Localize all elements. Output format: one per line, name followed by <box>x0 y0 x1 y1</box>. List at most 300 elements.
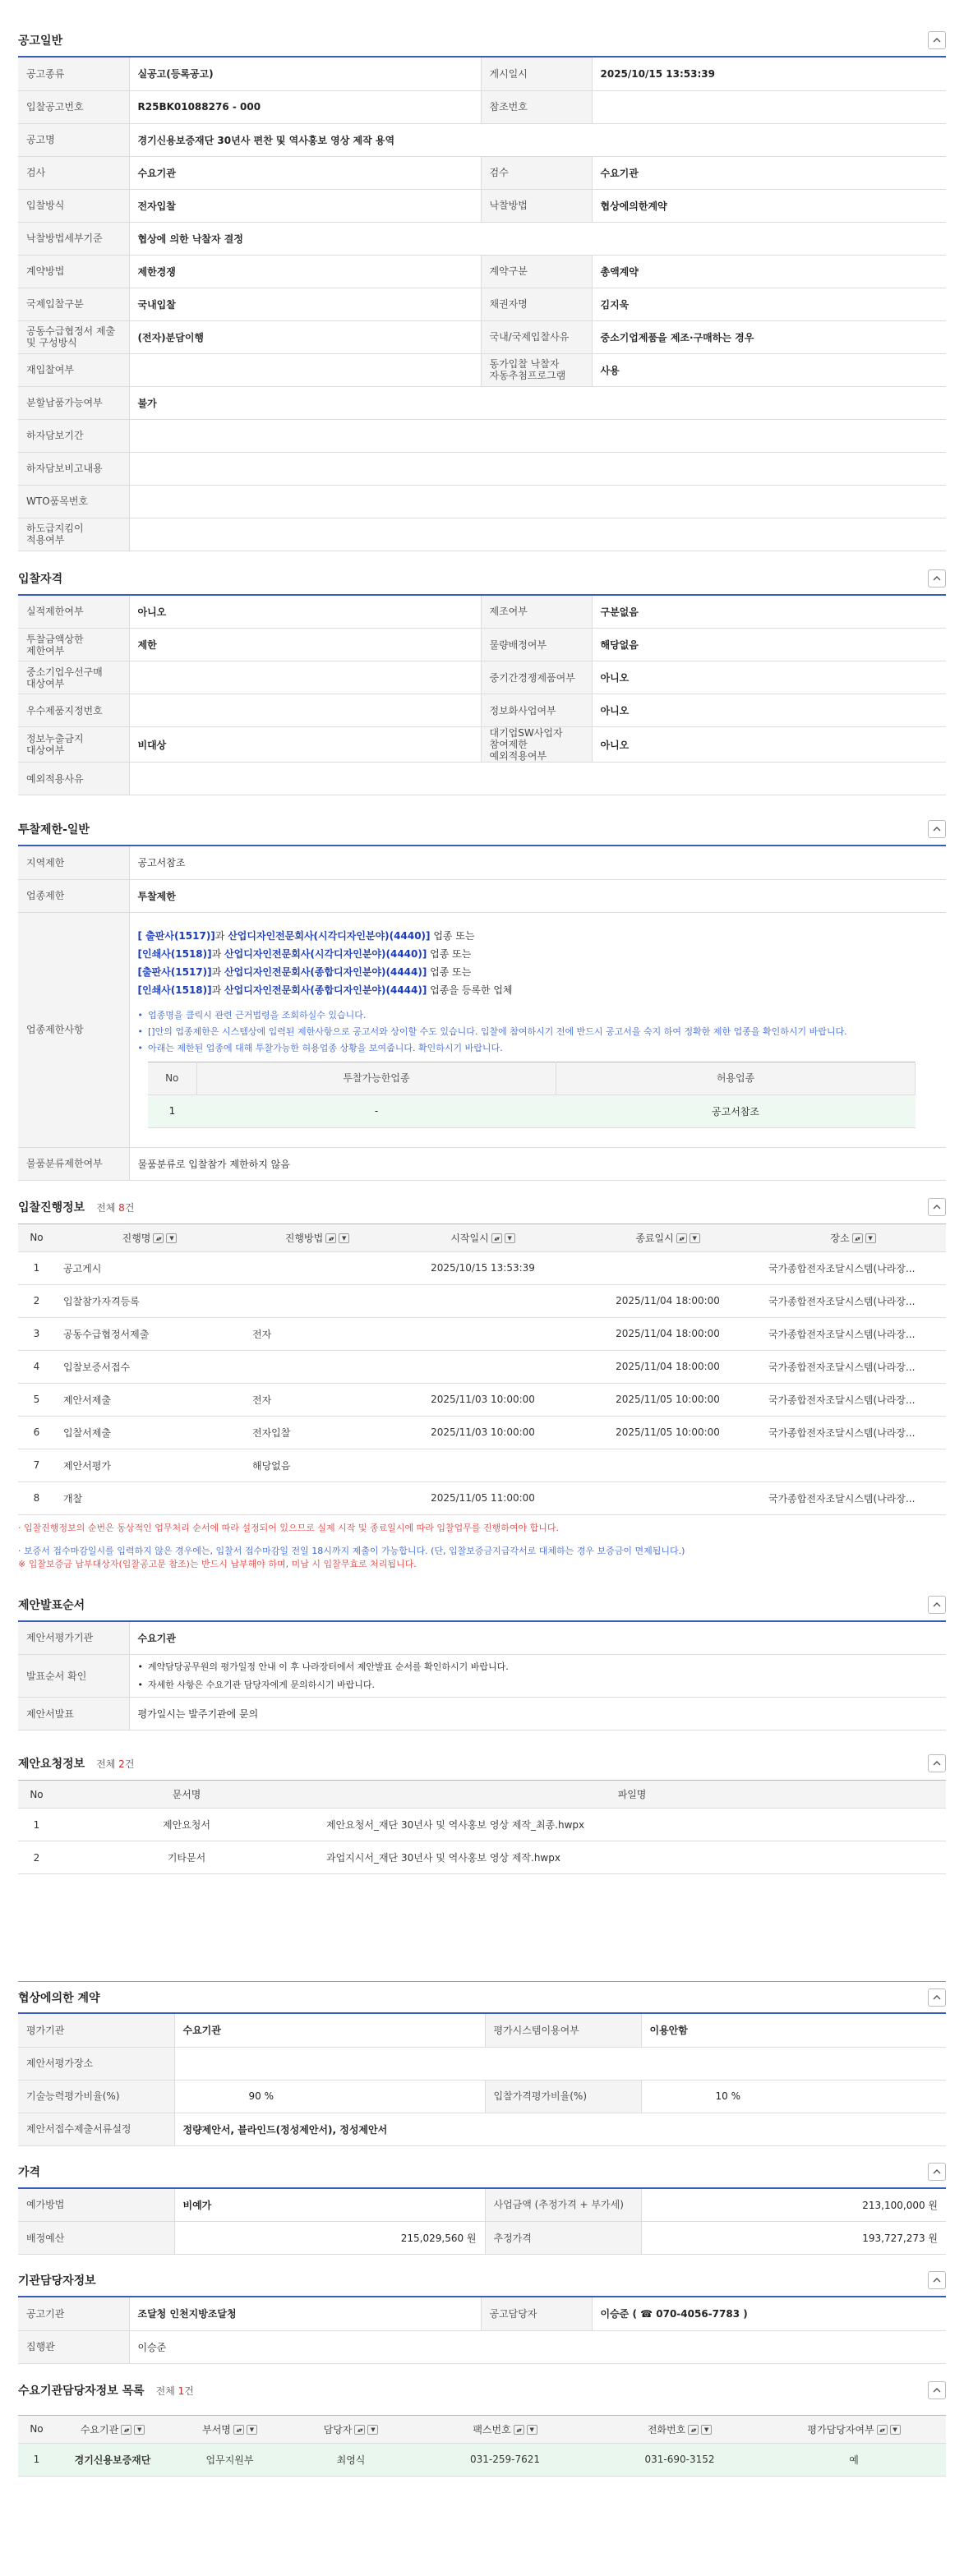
field-value <box>174 2047 946 2080</box>
row-no: 6 <box>18 1416 55 1449</box>
column-header[interactable] <box>55 2415 170 2443</box>
field-label: 국내/국제입찰사유 <box>481 320 592 353</box>
step-name: 공동수급협정서제출 <box>55 1317 244 1350</box>
sort-icon[interactable] <box>514 2425 524 2435</box>
field-label: 채권자명 <box>481 288 592 320</box>
end-time: 2025/11/04 18:00:00 <box>575 1317 760 1350</box>
row-no: 3 <box>18 1317 55 1350</box>
field-value: 아니오 <box>129 596 481 629</box>
table-row <box>18 694 946 727</box>
chevron-up-icon <box>933 2168 941 2176</box>
evaluator-flag: 예 <box>762 2443 946 2476</box>
column-header-label: 시작일시 <box>450 1232 489 1244</box>
step-name: 제안서제출 <box>55 1383 244 1416</box>
agency-name: 경기신용보증재단 <box>55 2443 170 2476</box>
negotiation-contract-section <box>18 1981 946 2146</box>
step-name: 입찰참가자격등록 <box>55 1284 244 1317</box>
end-time: 2025/11/04 18:00:00 <box>575 1284 760 1317</box>
field-value: 구분없음 <box>592 596 946 629</box>
doc-name: 기타문서 <box>55 1841 318 1874</box>
start-time: 2025/11/05 11:00:00 <box>390 1482 575 1514</box>
field-label: 예가방법 <box>18 2189 174 2222</box>
bid-restriction-section <box>18 813 946 1181</box>
field-value: 정량제안서, 블라인드(정성제안서), 정성제안서 <box>174 2113 946 2145</box>
field-label: 정보화사업여부 <box>481 694 592 727</box>
field-label: 입찰방식 <box>18 189 129 222</box>
end-time: 2025/11/05 10:00:00 <box>575 1416 760 1449</box>
industry-restriction-cell <box>129 912 946 1147</box>
column-header[interactable] <box>170 2415 289 2443</box>
step-method <box>244 1251 390 1284</box>
bid-qualification-table <box>18 596 946 796</box>
field-value: 193,727,273 원 <box>641 2222 946 2255</box>
location: 국가종합전자조달시스템(나라장... <box>760 1482 946 1514</box>
field-label: 사업금액 (추정가격 + 부가세) <box>485 2189 641 2222</box>
suffix-text: 업종을 등록한 업체 <box>427 984 513 996</box>
field-label: 제조여부 <box>481 596 592 629</box>
table-row <box>18 1809 946 1841</box>
count-prefix: 전체 <box>96 1758 116 1770</box>
industry-link[interactable]: [인쇄사(1518)] <box>137 984 212 996</box>
proposal-request-section <box>18 1747 946 1874</box>
chevron-up-icon <box>933 2386 941 2394</box>
row-no: 4 <box>18 1350 55 1383</box>
column-header[interactable] <box>55 1223 244 1251</box>
table-row <box>18 1449 946 1482</box>
end-time <box>575 1251 760 1284</box>
industry-link[interactable]: 산업디자인전문회사(시각디자인분야)(4440)] <box>224 947 427 960</box>
chevron-up-icon <box>933 825 941 833</box>
industry-link[interactable]: 산업디자인전문회사(종합디자인분야)(4444)] <box>224 965 427 978</box>
field-value: 수요기관 <box>174 2014 485 2047</box>
row-no: 1 <box>18 2443 55 2476</box>
end-time <box>575 1449 760 1482</box>
column-header[interactable] <box>760 1223 946 1251</box>
field-label: 물량배정여부 <box>481 629 592 661</box>
column-header-label: 수요기관 <box>80 2423 119 2435</box>
field-value: 협상에의한계약 <box>592 189 946 222</box>
sort-icon[interactable] <box>688 2425 699 2435</box>
column-header-label: 평가담당자여부 <box>807 2423 874 2435</box>
fax-number: 031-259-7621 <box>413 2443 597 2476</box>
table-row <box>18 1841 946 1874</box>
filter-dropdown-icon[interactable] <box>865 1233 876 1243</box>
field-label: 하자담보비고내용 <box>18 452 129 485</box>
file-link[interactable]: 과업지시서_재단 30년사 및 역사홍보 영상 제작.hwpx <box>318 1841 946 1874</box>
section-title: 입찰자격 <box>18 572 63 586</box>
row-no: 8 <box>18 1482 55 1514</box>
sort-icon[interactable] <box>491 1233 502 1243</box>
count-prefix: 전체 <box>96 1201 116 1214</box>
connector-text: 과 <box>211 947 225 960</box>
order-check-label: 발표순서 확인 <box>18 1655 129 1698</box>
field-value <box>129 485 946 518</box>
sort-icon[interactable] <box>153 1233 164 1243</box>
field-value: 아니오 <box>592 694 946 727</box>
presentation-label: 제안서발표 <box>18 1698 129 1730</box>
row-no: 5 <box>18 1383 55 1416</box>
bid-progress-table <box>18 1223 946 1515</box>
count-number: 1 <box>178 2385 185 2397</box>
column-header[interactable] <box>18 2415 55 2443</box>
section-title: 공고일반 <box>18 35 63 48</box>
field-value: 213,100,000 원 <box>641 2189 946 2222</box>
location: 국가종합전자조달시스템(나라장... <box>760 1317 946 1350</box>
row-no: 2 <box>18 1284 55 1317</box>
chevron-up-icon <box>933 574 941 583</box>
sort-icon[interactable] <box>233 2425 244 2435</box>
field-value: 제한경쟁 <box>129 255 481 288</box>
chevron-up-icon <box>933 36 941 44</box>
header-row <box>18 1223 946 1251</box>
field-value <box>592 90 946 123</box>
progress-note-guarantee: · 보증서 접수마감일시를 입력하지 않은 경우에는, 입찰서 접수마감일 전일 18시까지 제출이 가능합니다. (단, 입찰보증금지급각서로 대체하는 경우 보증금이 면제됩니다.) <box>18 1545 685 1556</box>
column-header[interactable] <box>390 1223 575 1251</box>
end-time: 2025/11/05 10:00:00 <box>575 1383 760 1416</box>
field-value: 이용안함 <box>641 2014 946 2047</box>
proposal-request-table <box>18 1780 946 1874</box>
column-header-label: 진행명 <box>122 1232 151 1244</box>
field-label: 배정예산 <box>18 2222 174 2255</box>
inner-header: 허용업종 <box>556 1062 916 1094</box>
start-time <box>390 1284 575 1317</box>
table-row <box>18 1416 946 1449</box>
industry-link[interactable]: 산업디자인전문회사(종합디자인분야)(4444)] <box>224 984 427 996</box>
field-label: 공동수급협정서 제출 및 구성방식 <box>18 320 129 353</box>
presentation-value: 평가일시는 발주기관에 문의 <box>129 1698 946 1730</box>
field-label: 공고기관 <box>18 2297 129 2330</box>
filter-dropdown-icon[interactable] <box>890 2425 901 2435</box>
inner-cell: 공고서참조 <box>556 1094 916 1127</box>
field-label: 공고명 <box>18 123 129 156</box>
table-row <box>18 1251 946 1284</box>
field-value: 비예가 <box>174 2189 485 2222</box>
column-header[interactable] <box>413 2415 597 2443</box>
count-suffix: 건 <box>124 1758 135 1770</box>
industry-value: 투찰제한 <box>129 879 946 912</box>
price-section <box>18 2156 946 2256</box>
start-time: 2025/11/03 10:00:00 <box>390 1416 575 1449</box>
section-title: 투찰제한-일반 <box>18 823 90 836</box>
end-time: 2025/11/04 18:00:00 <box>575 1350 760 1383</box>
proposal-presentation-table <box>18 1622 946 1731</box>
table-row <box>18 1284 946 1317</box>
start-time: 2025/10/15 13:53:39 <box>390 1251 575 1284</box>
industry-restriction-notes <box>138 1007 939 1057</box>
collapse-toggle-button[interactable] <box>928 2381 946 2399</box>
sort-icon[interactable] <box>325 1233 336 1243</box>
doc-name: 제안요청서 <box>55 1809 318 1841</box>
column-header-label: 담당자 <box>323 2423 353 2435</box>
field-value: 90 % <box>174 2080 485 2113</box>
table-row <box>18 452 946 485</box>
table-row <box>18 320 946 353</box>
total-count <box>156 2384 194 2398</box>
industry-line <box>138 981 939 999</box>
column-header: 문서명 <box>55 1781 318 1809</box>
column-header[interactable] <box>597 2415 762 2443</box>
goods-value: 물품분류로 입찰참가 제한하지 않음 <box>129 1147 946 1180</box>
bid-notice-detail-page <box>0 25 964 2576</box>
column-header-label: No <box>30 2423 44 2435</box>
count-suffix: 건 <box>124 1201 135 1214</box>
section-title-text: 입찰진행정보 <box>18 1200 85 1214</box>
eval-agency-label: 제안서평가기관 <box>18 1622 129 1655</box>
field-label: 계약구분 <box>481 255 592 288</box>
end-time <box>575 1482 760 1514</box>
table-row <box>18 288 946 320</box>
row-no: 2 <box>18 1841 55 1874</box>
field-value: 비대상 <box>129 727 481 763</box>
column-header[interactable] <box>289 2415 413 2443</box>
field-value: 수요기관 <box>592 156 946 189</box>
section-title: 제안발표순서 <box>18 1598 85 1612</box>
field-value: 제한 <box>129 629 481 661</box>
notice-general-table <box>18 58 946 551</box>
field-label: 평가시스템이용여부 <box>485 2014 641 2047</box>
step-method: 해당없음 <box>244 1449 390 1482</box>
field-label: 공고담당자 <box>481 2297 592 2330</box>
table-row <box>18 727 946 763</box>
agency-contact-section <box>18 2265 946 2364</box>
progress-note-order: · 입찰진행정보의 순번은 동상적인 업무처리 순서에 따라 설정되어 있으므로 실제 시작 및 종료일시에 따라 입찰업무를 진행하여야 합니다. <box>18 1522 559 1533</box>
field-label: 중기간경쟁제품여부 <box>481 661 592 694</box>
table-row <box>18 596 946 629</box>
field-label: 대기업SW사업자 참여제한 예외적용여부 <box>481 727 592 763</box>
sort-icon[interactable] <box>121 2425 131 2435</box>
note-item: • 아래는 제한된 업종에 대해 투찰가능한 허용업종 상황을 보여줍니다. 확인하시기 바랍니다. <box>138 1040 939 1057</box>
chevron-up-icon <box>933 1601 941 1609</box>
field-label: 하도급지킴이 적용여부 <box>18 518 129 551</box>
section-title: 기관담당자정보 <box>18 2274 96 2288</box>
column-header[interactable] <box>244 1223 390 1251</box>
sort-icon[interactable] <box>877 2425 888 2435</box>
industry-restriction-label: 업종제한사항 <box>18 912 129 1147</box>
collapse-toggle-button[interactable] <box>928 2271 946 2289</box>
step-method <box>244 1350 390 1383</box>
column-header-label: 부서명 <box>202 2423 231 2435</box>
eval-agency-value: 수요기관 <box>129 1622 946 1655</box>
connector-text: 과 <box>214 929 228 942</box>
field-label: 우수제품지정번호 <box>18 694 129 727</box>
step-name: 제안서평가 <box>55 1449 244 1482</box>
collapse-toggle-button[interactable] <box>928 1988 946 2007</box>
field-label: 입찰공고번호 <box>18 90 129 123</box>
industry-link[interactable]: 산업디자인전문회사(시각디자인분야)(4440)] <box>228 929 431 942</box>
column-header[interactable] <box>18 1223 55 1251</box>
chevron-up-icon <box>933 1993 941 2002</box>
filter-dropdown-icon[interactable] <box>527 2425 537 2435</box>
table-row <box>18 518 946 551</box>
column-header-label: No <box>30 1232 44 1243</box>
field-label: 제안서평가장소 <box>18 2047 174 2080</box>
step-method <box>244 1482 390 1514</box>
column-header: No <box>18 1781 55 1809</box>
table-row <box>18 156 946 189</box>
column-header-label: 장소 <box>830 1232 850 1244</box>
collapse-toggle-button[interactable] <box>928 1596 946 1614</box>
row-no: 1 <box>18 1251 55 1284</box>
file-link[interactable]: 제안요청서_재단 30년사 및 역사홍보 영상 제작_최종.hwpx <box>318 1809 946 1841</box>
note-item: • []안의 업종제한은 시스템상에 입력된 제한사항으로 공고서와 상이할 수도 있습니다. 입찰에 참여하시기 전에 반드시 공고서을 숙지 하여 정확한 제한 업종을 확인하시기 바랍니다. <box>138 1024 939 1040</box>
inner-cell: - <box>197 1094 556 1127</box>
industry-line <box>138 963 939 981</box>
table-row <box>18 353 946 386</box>
start-time <box>390 1317 575 1350</box>
table-row <box>18 1317 946 1350</box>
filter-dropdown-icon[interactable] <box>339 1233 349 1243</box>
industry-link[interactable]: [인쇄사(1518)] <box>137 947 212 960</box>
count-prefix: 전체 <box>155 2385 175 2397</box>
section-title: 가격 <box>18 2165 41 2179</box>
table-row <box>18 1350 946 1383</box>
field-value <box>129 419 946 452</box>
field-value <box>129 353 481 386</box>
bullet-item: • 자세한 사항은 수요기관 담당자에게 문의하시기 바랍니다. <box>138 1676 939 1694</box>
section-title: 협상에의한 계약 <box>18 1991 100 2005</box>
filter-dropdown-icon[interactable] <box>134 2425 145 2435</box>
row-no: 1 <box>18 1809 55 1841</box>
field-value: 사용 <box>592 353 946 386</box>
field-label: 추정가격 <box>485 2222 641 2255</box>
table-row <box>18 1383 946 1416</box>
location: 국가종합전자조달시스템(나라장... <box>760 1251 946 1284</box>
section-title <box>18 2382 194 2399</box>
field-value: 실공고(등록공고) <box>129 58 481 90</box>
field-value: 215,029,560 원 <box>174 2222 485 2255</box>
field-label: 예외적용사유 <box>18 763 129 795</box>
field-value: R25BK01088276 - 000 <box>129 90 481 123</box>
location: 국가종합전자조달시스템(나라장... <box>760 1284 946 1317</box>
negotiation-contract-table <box>18 2014 946 2146</box>
table-row <box>18 419 946 452</box>
field-label: 투찰금액상한 제한여부 <box>18 629 129 661</box>
proposal-presentation-section <box>18 1589 946 1731</box>
row-no: 7 <box>18 1449 55 1482</box>
agency-contact-table <box>18 2297 946 2364</box>
location <box>760 1449 946 1482</box>
filter-dropdown-icon[interactable] <box>701 2425 712 2435</box>
contact-phone-value: 이승준 ( ☎ 070-4056-7783 ) <box>592 2297 946 2330</box>
collapse-toggle-button[interactable] <box>928 1754 946 1772</box>
order-check-bullets <box>138 1658 939 1694</box>
industry-link[interactable]: [ 출판사(1517)] <box>137 929 215 942</box>
table-row <box>18 123 946 156</box>
field-label: 공고종류 <box>18 58 129 90</box>
field-value: 중소기업제품을 제조·구매하는 경우 <box>592 320 946 353</box>
field-value: 총액계약 <box>592 255 946 288</box>
contact-person: 최영식 <box>289 2443 413 2476</box>
filter-dropdown-icon[interactable] <box>166 1233 177 1243</box>
section-title-text: 수요기관담당자정보 목록 <box>18 2384 145 2398</box>
field-value: 전자입찰 <box>129 189 481 222</box>
column-header: 파일명 <box>318 1781 946 1809</box>
field-value <box>129 694 481 727</box>
sort-icon[interactable] <box>354 2425 365 2435</box>
sort-icon[interactable] <box>676 1233 687 1243</box>
collapse-toggle-button[interactable] <box>928 31 946 49</box>
field-label: 검사 <box>18 156 129 189</box>
column-header-label: 팩스번호 <box>473 2423 511 2435</box>
field-value <box>129 661 481 694</box>
location: 국가종합전자조달시스템(나라장... <box>760 1416 946 1449</box>
field-value: 2025/10/15 13:53:39 <box>592 58 946 90</box>
location: 국가종합전자조달시스템(나라장... <box>760 1383 946 1416</box>
bid-restriction-table <box>18 846 946 1181</box>
table-row <box>18 2443 946 2476</box>
industry-link[interactable]: [출판사(1517)] <box>137 965 212 978</box>
table-row <box>18 629 946 661</box>
table-row <box>18 763 946 795</box>
inner-header: 투찰가능한업종 <box>197 1062 556 1094</box>
sort-icon[interactable] <box>852 1233 863 1243</box>
field-value: 김지욱 <box>592 288 946 320</box>
header-row <box>18 2415 946 2443</box>
industry-line <box>138 927 939 945</box>
table-row <box>18 222 946 255</box>
step-method: 전자입찰 <box>244 1416 390 1449</box>
filter-dropdown-icon[interactable] <box>367 2425 378 2435</box>
table-row <box>18 386 946 419</box>
location: 국가종합전자조달시스템(나라장... <box>760 1350 946 1383</box>
demand-agency-contact-section <box>18 2374 946 2477</box>
step-name: 개찰 <box>55 1482 244 1514</box>
field-label: 제안서접수제출서류설정 <box>18 2113 174 2145</box>
connector-text: 과 <box>211 984 225 996</box>
total-count <box>96 1757 134 1771</box>
field-value: 불가 <box>129 386 946 419</box>
industry-label: 업종제한 <box>18 879 129 912</box>
department: 업무지원부 <box>170 2443 289 2476</box>
step-method: 전자 <box>244 1383 390 1416</box>
chevron-up-icon <box>933 2276 941 2284</box>
bid-qualification-section <box>18 563 946 796</box>
field-label: 기술능력평가비율(%) <box>18 2080 174 2113</box>
demand-agency-table <box>18 2415 946 2477</box>
step-method: 전자 <box>244 1317 390 1350</box>
collapse-toggle-button[interactable] <box>928 820 946 838</box>
region-label: 지역제한 <box>18 846 129 879</box>
section-title-text: 제안요청정보 <box>18 1758 85 1771</box>
connector-text: 과 <box>211 965 225 978</box>
column-header-label: 전화번호 <box>647 2423 686 2435</box>
field-value: 이승준 <box>129 2330 946 2363</box>
field-label: 중소기업우선구매 대상여부 <box>18 661 129 694</box>
collapse-toggle-button[interactable] <box>928 2163 946 2181</box>
filter-dropdown-icon[interactable] <box>505 1233 515 1243</box>
start-time: 2025/11/03 10:00:00 <box>390 1383 575 1416</box>
field-value: 국내입찰 <box>129 288 481 320</box>
column-header[interactable] <box>762 2415 946 2443</box>
table-row <box>18 58 946 90</box>
field-value: 경기신용보증재단 30년사 편찬 및 역사홍보 영상 제작 용역 <box>129 123 946 156</box>
column-header[interactable] <box>575 1223 760 1251</box>
field-label: 동가입찰 낙찰자 자동추첨프로그램 <box>481 353 592 386</box>
table-row <box>18 485 946 518</box>
start-time <box>390 1449 575 1482</box>
collapse-toggle-button[interactable] <box>928 569 946 588</box>
count-number: 2 <box>118 1758 125 1770</box>
step-method <box>244 1284 390 1317</box>
field-label: 국제입찰구분 <box>18 288 129 320</box>
collapse-toggle-button[interactable] <box>928 1198 946 1216</box>
filter-dropdown-icon[interactable] <box>247 2425 257 2435</box>
filter-dropdown-icon[interactable] <box>690 1233 700 1243</box>
table-row <box>18 255 946 288</box>
bid-progress-section <box>18 1191 946 1571</box>
step-name: 공고게시 <box>55 1251 244 1284</box>
field-label: 입찰가격평가비율(%) <box>485 2080 641 2113</box>
